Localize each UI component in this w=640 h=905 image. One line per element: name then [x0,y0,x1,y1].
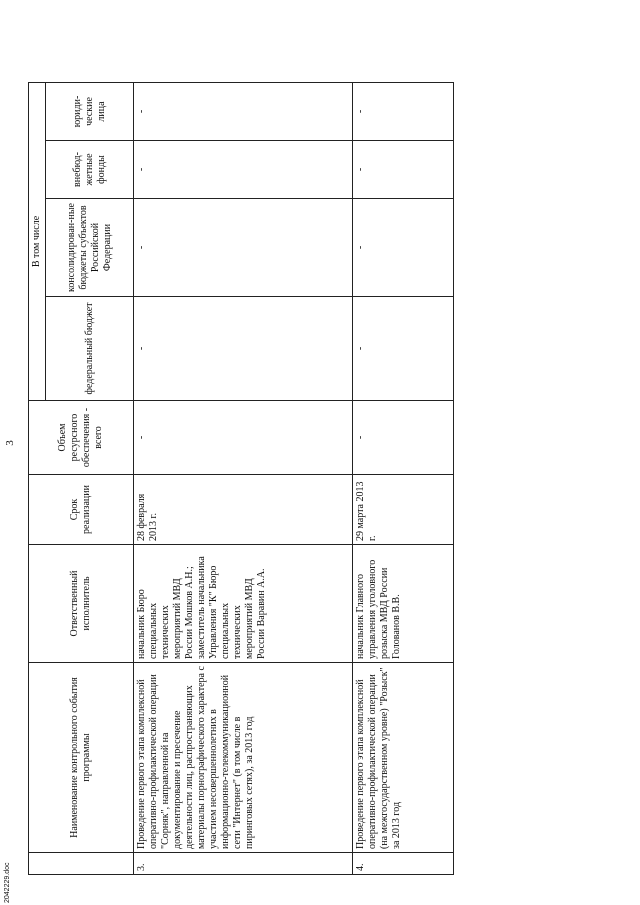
table-row [134,83,353,875]
header-term: Срок реализации [29,475,134,545]
row-executor: начальник Бюро специальных технических мероприятий МВД России Мошков А.Н.; заместитель начальника Управления "К" Бюро специальных технических мероприятий МВД России Варавин А.А. [134,545,353,663]
row-federal: - [134,297,353,401]
header-offbudget: внебюд-жетные фонды [46,141,134,199]
header-row-1 [29,83,46,875]
row-legal: - [353,83,454,141]
row-term: 29 марта 2013 г. [353,475,454,545]
document-file-code: 2042229.doc [4,862,11,903]
row-regional: - [353,199,454,297]
row-event-name: Проведение первого этапа комплексной оперативно-профилактической операции (на межгосударственном уровне) "Розыск" за 2013 год [353,663,454,853]
row-number: 4. [353,853,454,875]
row-executor: начальник Главного управления уголовного розыска МВД России Голованов В.В. [353,545,454,663]
header-legal: юриди-ческие лица [46,83,134,141]
row-term: 28 февраля 2013 г. [134,475,353,545]
header-federal: федеральный бюджет [46,297,134,401]
header-executor: Ответственный исполнитель [29,545,134,663]
header-event-name: Наименование контрольного события программы [29,663,134,853]
header-num [29,853,134,875]
table-row [353,83,454,875]
row-offbudget: - [134,141,353,199]
page-number: 3 [4,440,16,446]
row-legal: - [134,83,353,141]
row-volume: - [134,401,353,475]
row-federal: - [353,297,454,401]
header-regional: консолидирован-ные бюджеты субъектов Российской Федерации [46,199,134,297]
row-number: 3. [134,853,353,875]
row-regional: - [134,199,353,297]
header-volume: Объем ресурсного обеспечения - всего [29,401,134,475]
row-volume: - [353,401,454,475]
header-including: В том числе [29,83,46,401]
row-offbudget: - [353,141,454,199]
row-event-name: Проведение первого этапа комплексной оперативно-профилактической операции "Сорняк", направленной на документирование и пресечение деятельности лиц, распространяющих материалы порнографического характера с участием несовершеннолетних в информационно-телекоммуникационной сети "Интернет" (в том числе в пиринговых сетях), за 2013 год [134,663,353,853]
program-events-table [28,82,454,875]
